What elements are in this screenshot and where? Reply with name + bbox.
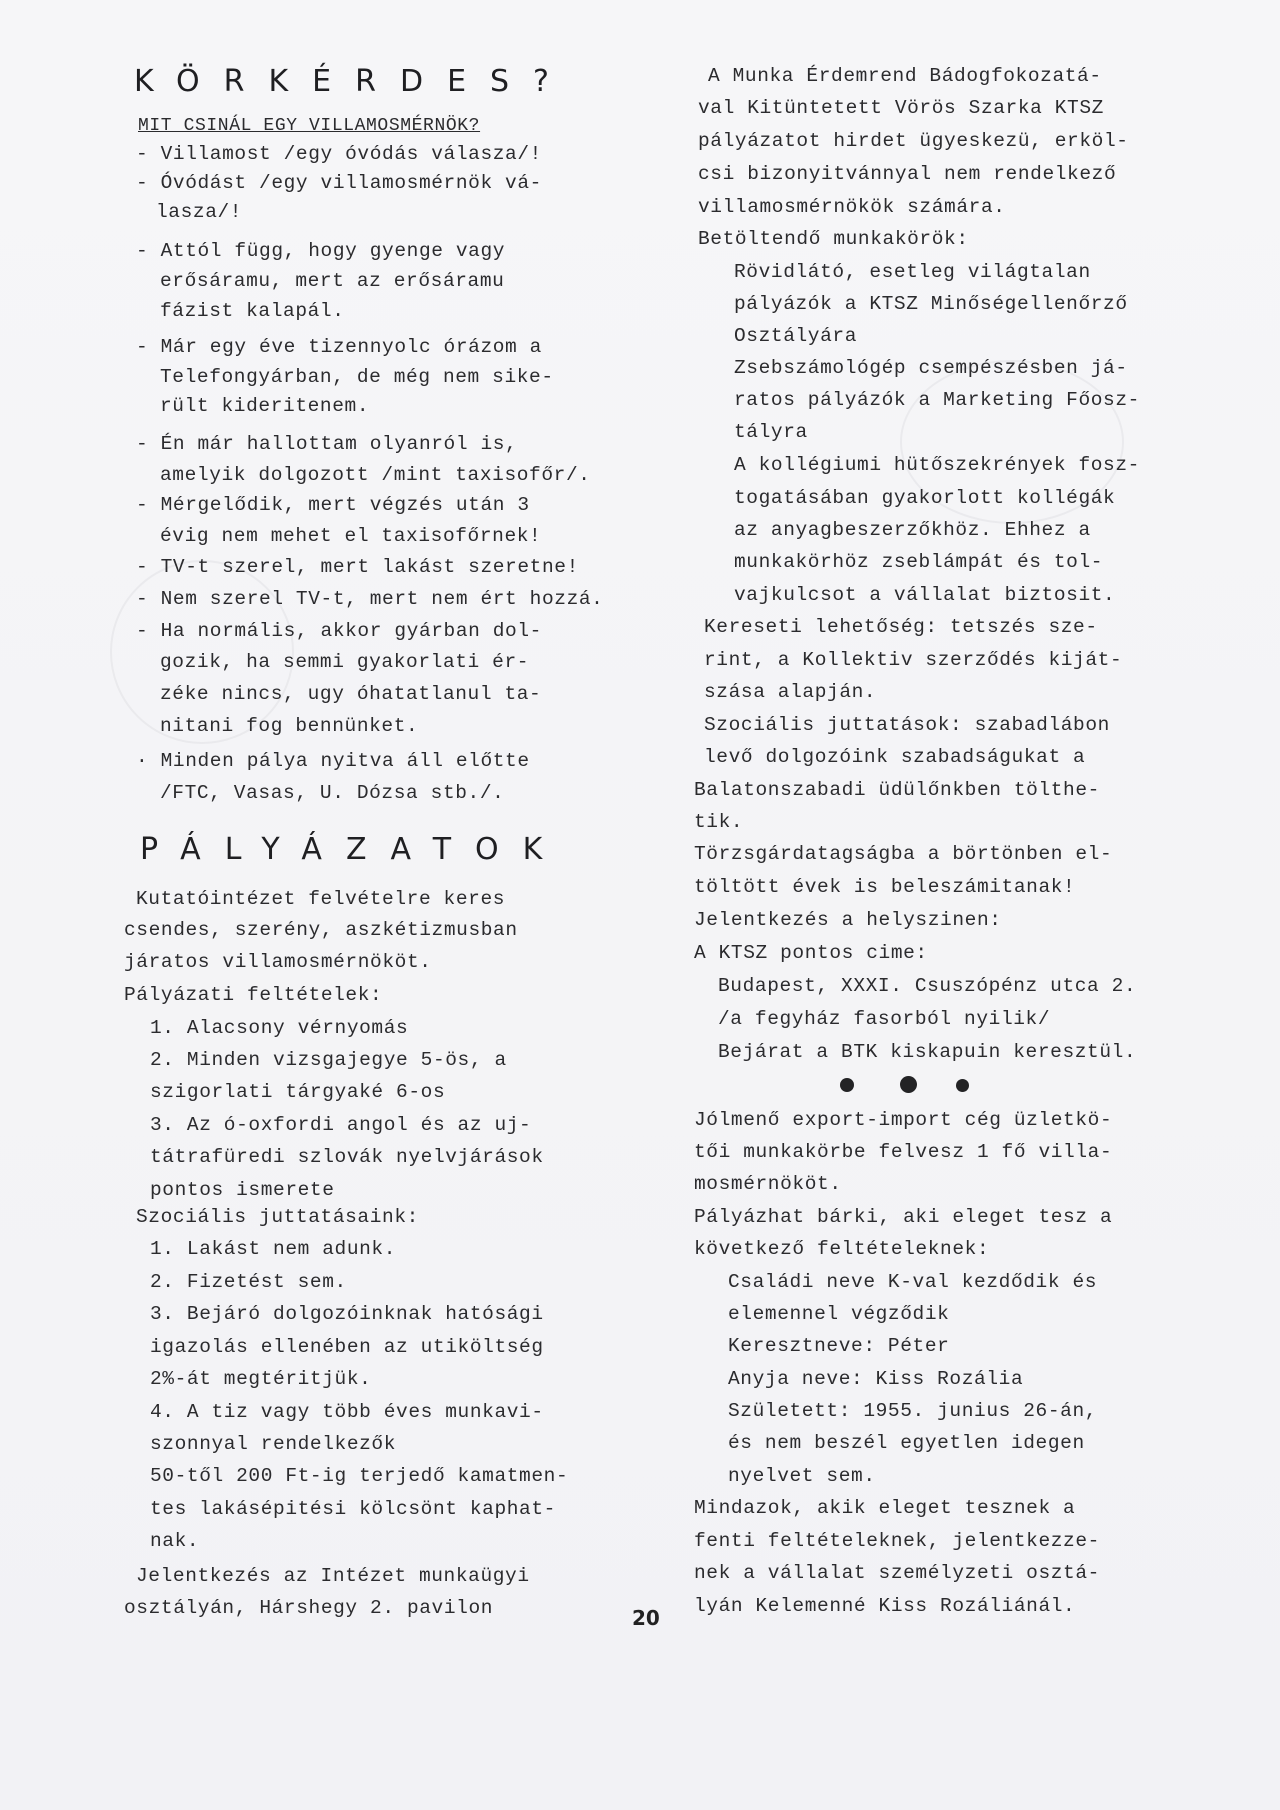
answer-line: - Villamost /egy óvódás válasza/! xyxy=(136,143,542,165)
ad-line: Pályázati feltételek: xyxy=(124,984,383,1006)
separator-dot xyxy=(900,1076,917,1093)
ad-line: nek a vállalat személyzeti osztá- xyxy=(694,1562,1100,1584)
answer-line: - Óvódást /egy villamosmérnök vá- xyxy=(136,172,542,194)
ad-line: Kutatóintézet felvételre keres xyxy=(136,888,506,910)
answer-line: - Mérgelődik, mert végzés után 3 xyxy=(136,494,530,516)
ad-line: Szociális juttatások: szabadlábon xyxy=(704,714,1110,736)
ad-line: 2. Fizetést sem. xyxy=(150,1271,347,1293)
ad-line: 3. Bejáró dolgozóinknak hatósági xyxy=(150,1303,544,1325)
answer-line: gozik, ha semmi gyakorlati ér- xyxy=(160,651,530,673)
ad-line: az anyagbeszerzőkhöz. Ehhez a xyxy=(734,519,1091,541)
ad-line: szigorlati tárgyaké 6-os xyxy=(150,1081,446,1103)
answer-line: lasza/! xyxy=(156,201,243,223)
ad-line: Bejárat a BTK kiskapuin keresztül. xyxy=(718,1041,1137,1063)
ad-line: 50-től 200 Ft-ig terjedő kamatmen- xyxy=(150,1465,569,1487)
ad-line: Mindazok, akik eleget tesznek a xyxy=(694,1497,1076,1519)
ad-line: Osztályára xyxy=(734,325,858,347)
ad-line: Budapest, XXXI. Csuszópénz utca 2. xyxy=(718,975,1137,997)
ad-line: villamosmérnökök számára. xyxy=(698,196,1006,218)
answer-line: évig nem mehet el taxisofőrnek! xyxy=(160,525,542,547)
ad-line: 4. A tiz vagy több éves munkavi- xyxy=(150,1401,544,1423)
ad-line: Balatonszabadi üdülőnkben tölthe- xyxy=(694,779,1100,801)
answer-line: · Minden pálya nyitva áll előtte xyxy=(136,750,530,772)
ad-line: Született: 1955. junius 26-án, xyxy=(728,1400,1098,1422)
ad-line: 3. Az ó-oxfordi angol és az uj- xyxy=(150,1114,532,1136)
answer-line: erősáramu, mert az erősáramu xyxy=(160,270,505,292)
ad-line: A Munka Érdemrend Bádogfokozatá- xyxy=(708,65,1102,87)
ad-line: következő feltételeknek: xyxy=(694,1238,990,1260)
ad-line: Törzsgárdatagságba a börtönben el- xyxy=(694,843,1113,865)
ad-line: vajkulcsot a vállalat biztosit. xyxy=(734,584,1116,606)
ad-line: csendes, szerény, aszkétizmusban xyxy=(124,919,518,941)
ad-line: pontos ismerete xyxy=(150,1179,335,1201)
ad-line: ratos pályázók a Marketing Főosz- xyxy=(734,389,1140,411)
ad-line: rint, a Kollektiv szerződés kiját- xyxy=(704,649,1123,671)
ad-line: osztályán, Hárshegy 2. pavilon xyxy=(124,1597,494,1619)
ad-line: csi bizonyitvánnyal nem rendelkező xyxy=(698,163,1117,185)
ad-line: 2. Minden vizsgajegye 5-ös, a xyxy=(150,1049,507,1071)
ad-line: járatos villamosmérnököt. xyxy=(124,951,432,973)
ad-line: Pályázhat bárki, aki eleget tesz a xyxy=(694,1206,1113,1228)
palyazatok-title: PÁLYÁZATOK xyxy=(140,832,567,867)
ad-line: val Kitüntetett Vörös Szarka KTSZ xyxy=(698,97,1104,119)
separator-dot xyxy=(840,1078,854,1092)
ad-line: és nem beszél egyetlen idegen xyxy=(728,1432,1085,1454)
ad-line: tik. xyxy=(694,811,744,833)
ad-line: tátrafüredi szlovák nyelvjárások xyxy=(150,1146,544,1168)
ad-line: tes lakásépitési kölcsönt kaphat- xyxy=(150,1498,556,1520)
ad-line: /a fegyház fasorból nyilik/ xyxy=(718,1008,1051,1030)
ad-line: A KTSZ pontos cime: xyxy=(694,942,928,964)
ad-line: mosmérnököt. xyxy=(694,1173,842,1195)
answer-line: /FTC, Vasas, U. Dózsa stb./. xyxy=(160,782,505,804)
ad-line: Jelentkezés a helyszinen: xyxy=(694,909,1002,931)
ad-line: Zsebszámológép csempészésben já- xyxy=(734,357,1128,379)
ad-line: pályázatot hirdet ügyeskezü, erköl- xyxy=(698,130,1129,152)
ad-line: töltött évek is beleszámitanak! xyxy=(694,876,1076,898)
ad-line: szása alapján. xyxy=(704,681,877,703)
ad-line: levő dolgozóink szabadságukat a xyxy=(704,746,1086,768)
ad-line: A kollégiumi hütőszekrények fosz- xyxy=(734,454,1140,476)
ad-line: 2%-át megtéritjük. xyxy=(150,1368,372,1390)
ad-line: 1. Alacsony vérnyomás xyxy=(150,1017,409,1039)
answer-line: - Már egy éve tizennyolc órázom a xyxy=(136,336,542,358)
section-separator xyxy=(840,1076,980,1096)
ad-line: Rövidlátó, esetleg világtalan xyxy=(734,261,1091,283)
answer-line: fázist kalapál. xyxy=(160,300,345,322)
ad-line: togatásában gyakorlott kollégák xyxy=(734,487,1116,509)
ad-line: Betöltendő munkakörök: xyxy=(698,228,969,250)
separator-dot xyxy=(956,1079,969,1092)
ad-line: igazolás ellenében az utiköltség xyxy=(150,1336,544,1358)
answer-line: - Attól függ, hogy gyenge vagy xyxy=(136,240,506,262)
ad-line: tői munkakörbe felvesz 1 fő villa- xyxy=(694,1141,1113,1163)
ad-line: szonnyal rendelkezők xyxy=(150,1433,397,1455)
ad-line: Családi neve K-val kezdődik és xyxy=(728,1271,1098,1293)
ad-line: munkakörhöz zseblámpát és tol- xyxy=(734,551,1104,573)
korkerdes-subtitle: MIT CSINÁL EGY VILLAMOSMÉRNÖK? xyxy=(138,116,481,136)
ad-line: Kereseti lehetőség: tetszés sze- xyxy=(704,616,1098,638)
ad-line: Jelentkezés az Intézet munkaügyi xyxy=(136,1565,530,1587)
answer-line: amelyik dolgozott /mint taxisofőr/. xyxy=(160,464,591,486)
ad-line: tályra xyxy=(734,421,808,443)
ad-line: Jólmenő export-import cég üzletkö- xyxy=(694,1109,1113,1131)
ad-line: Anyja neve: Kiss Rozália xyxy=(728,1368,1024,1390)
answer-line: zéke nincs, ugy óhatatlanul ta- xyxy=(160,683,542,705)
answer-line: Telefongyárban, de még nem sike- xyxy=(160,366,554,388)
ad-line: pályázók a KTSZ Minőségellenőrző xyxy=(734,293,1128,315)
answer-line: nitani fog bennünket. xyxy=(160,715,419,737)
ad-line: elemennel végződik xyxy=(728,1303,950,1325)
ad-line: 1. Lakást nem adunk. xyxy=(150,1238,397,1260)
answer-line: - TV-t szerel, mert lakást szeretne! xyxy=(136,556,579,578)
ad-line: nak. xyxy=(150,1530,200,1552)
ad-line: Szociális juttatásaink: xyxy=(136,1206,419,1228)
answer-line: - Ha normális, akkor gyárban dol- xyxy=(136,620,542,642)
korkerdes-title: KÖRKÉRDES? xyxy=(134,64,573,99)
answer-line: - Én már hallottam olyanról is, xyxy=(136,433,518,455)
answer-line: - Nem szerel TV-t, mert nem ért hozzá. xyxy=(136,588,604,610)
answer-line: rült kideritenem. xyxy=(160,395,370,417)
ad-line: Keresztneve: Péter xyxy=(728,1335,950,1357)
ad-line: fenti feltételeknek, jelentkezze- xyxy=(694,1530,1100,1552)
page-number: 20 xyxy=(632,1606,660,1630)
ad-line: lyán Kelemenné Kiss Rozáliánál. xyxy=(694,1595,1076,1617)
ad-line: nyelvet sem. xyxy=(728,1465,876,1487)
